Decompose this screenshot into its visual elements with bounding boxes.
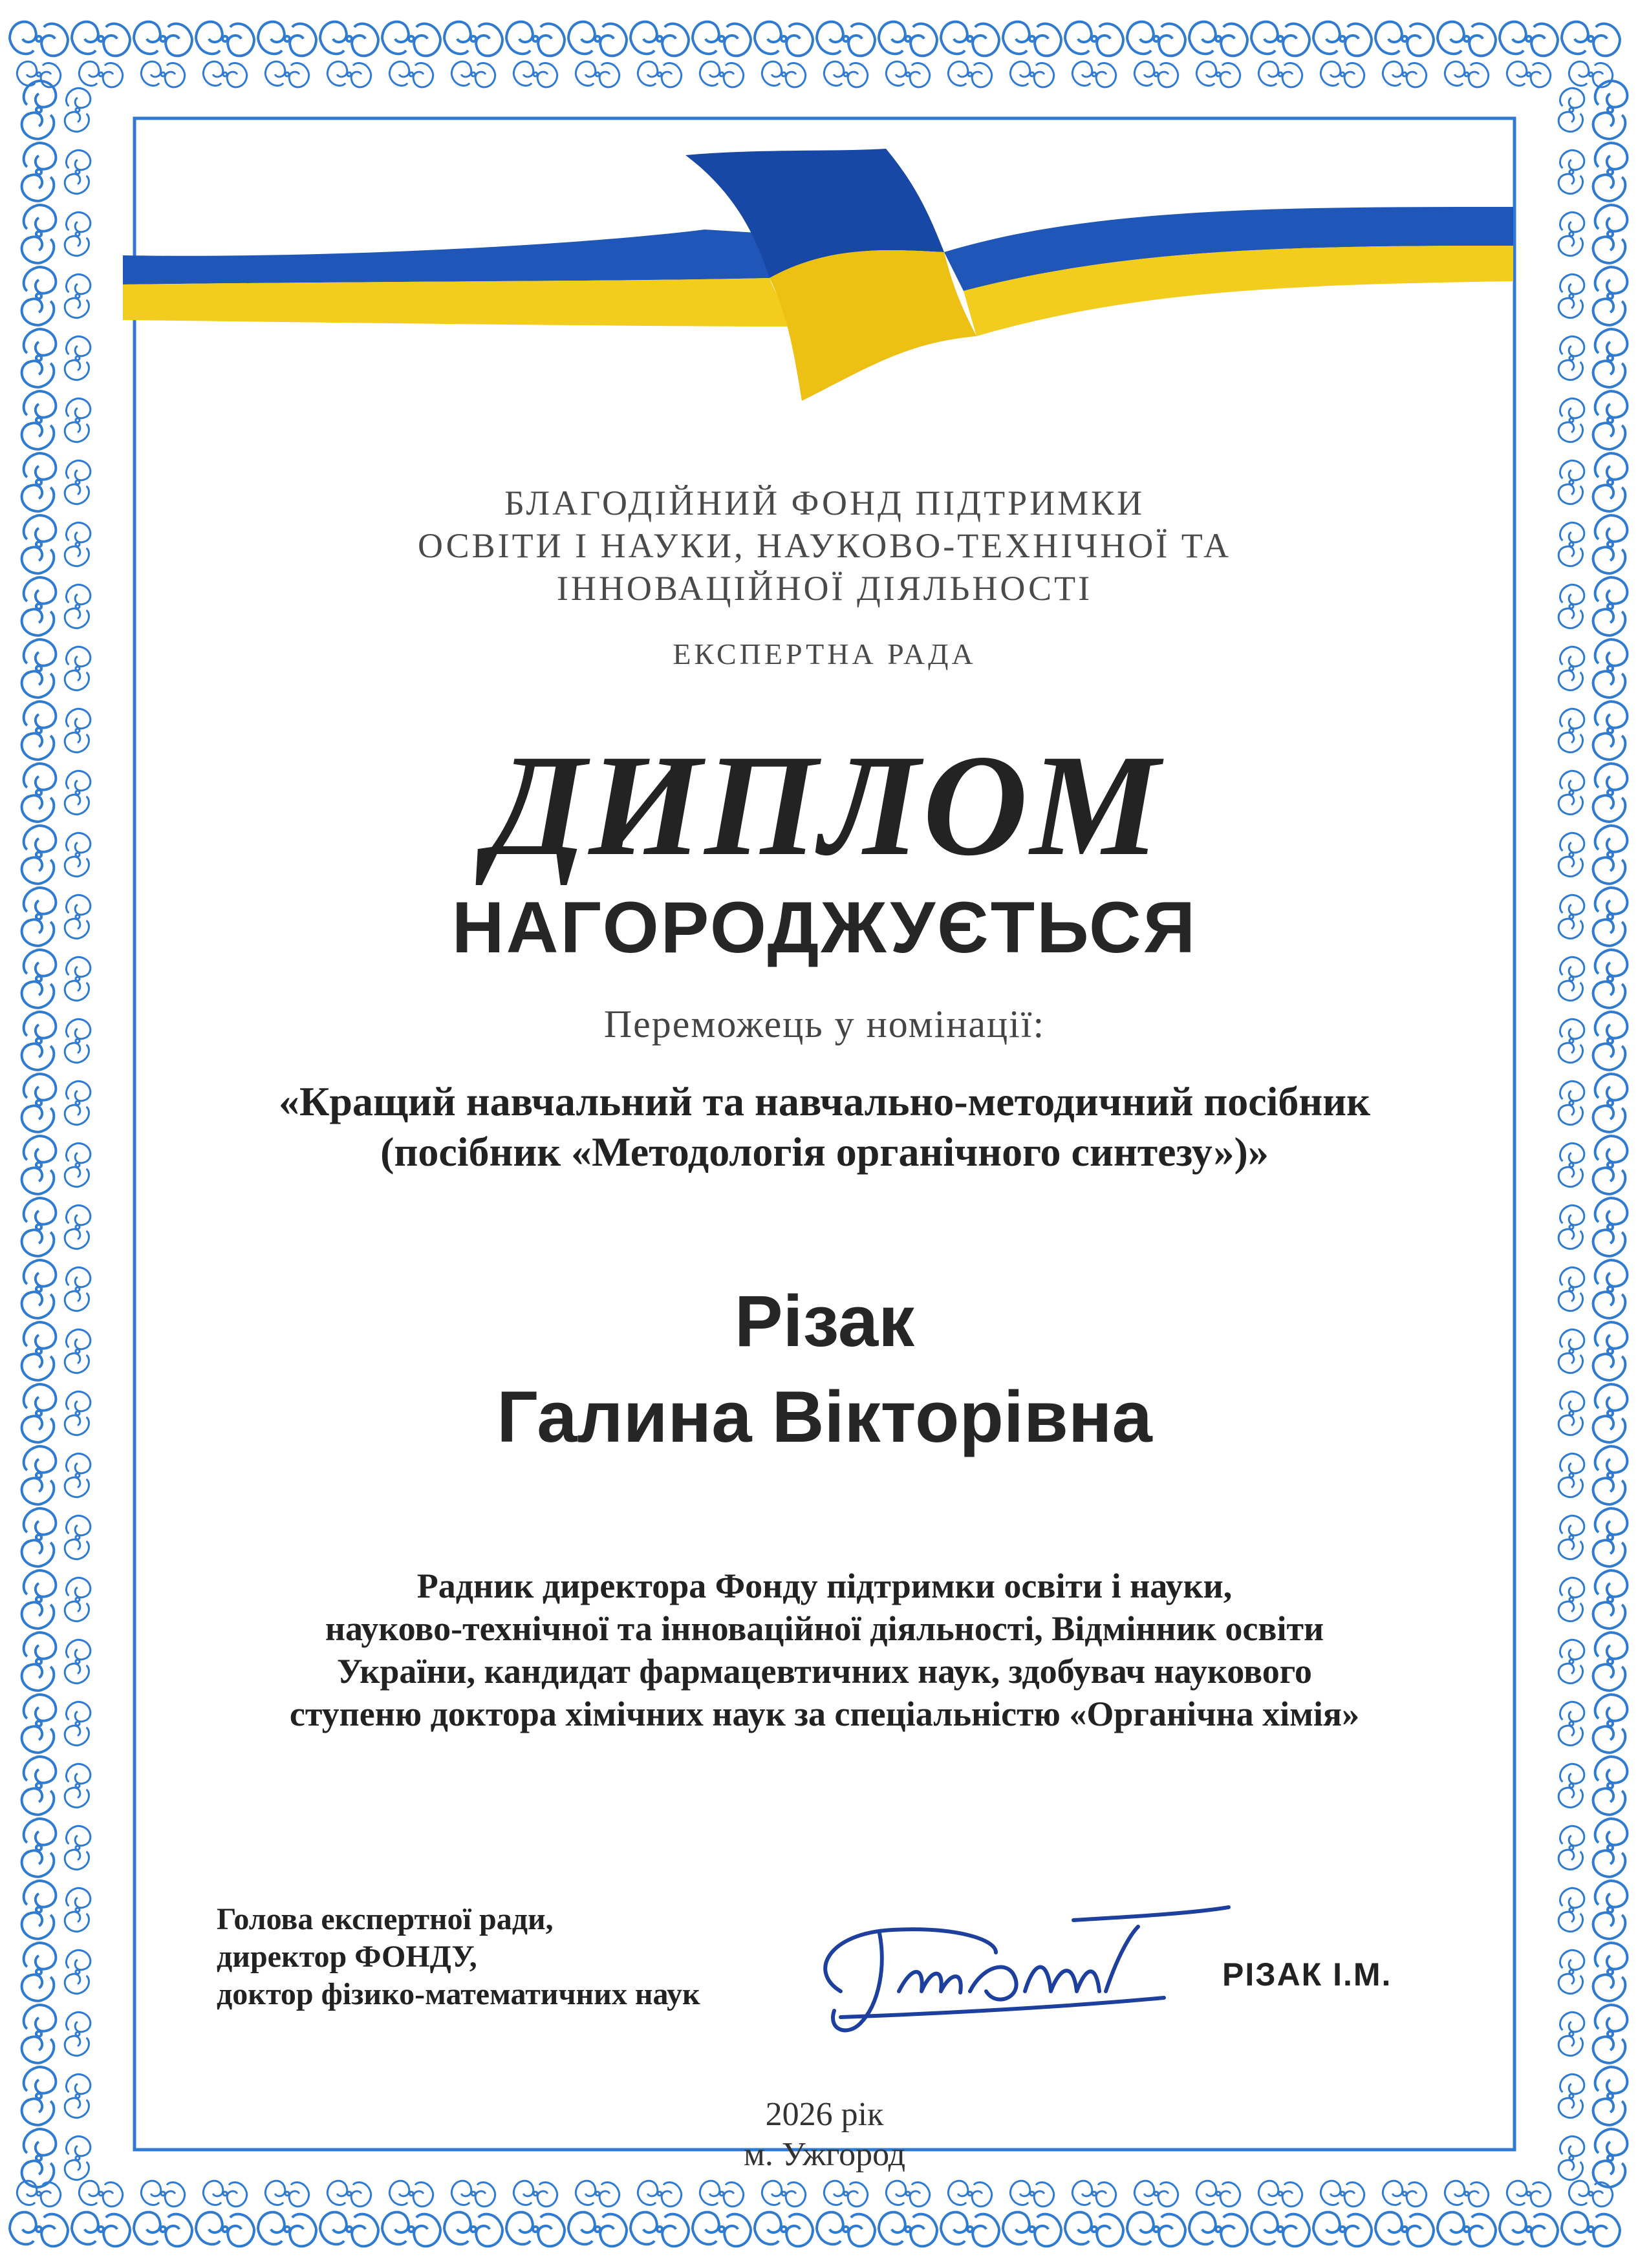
- recipient-surname: Різак: [734, 1281, 915, 1362]
- border-flourish: [1320, 61, 1364, 87]
- border-flourish: [1558, 2012, 1584, 2056]
- border-flourish: [22, 1757, 56, 1815]
- border-flourish: [700, 2181, 744, 2207]
- border-flourish: [196, 22, 254, 56]
- border-flourish: [762, 61, 806, 87]
- border-flourish: [1445, 61, 1489, 87]
- recipient-name: [0, 1274, 1649, 1465]
- border-flourish: [948, 2181, 992, 2207]
- border-flourish: [941, 2212, 999, 2247]
- border-flourish: [1593, 1943, 1628, 2001]
- border-flourish: [17, 61, 61, 87]
- border-flourish: [1569, 2181, 1613, 2207]
- border-flourish: [141, 2181, 185, 2207]
- border-flourish: [1558, 150, 1584, 194]
- border-flourish: [65, 1888, 91, 1932]
- border-flourish: [79, 2181, 123, 2207]
- border-flourish: [1558, 1515, 1584, 1559]
- border-flourish: [1558, 398, 1584, 442]
- border-flourish: [320, 2212, 378, 2247]
- border-flourish: [817, 22, 875, 56]
- border-flourish: [1507, 61, 1551, 87]
- signer-title-line: Голова експертної ради,: [217, 1902, 554, 1936]
- border-flourish: [1593, 1508, 1628, 1567]
- border-flourish: [1593, 1198, 1628, 1256]
- border-flourish: [141, 61, 185, 87]
- border-flourish: [886, 2181, 930, 2207]
- border-flourish: [879, 22, 937, 56]
- border-flourish: [1507, 2181, 1551, 2207]
- border-flourish: [1196, 61, 1240, 87]
- description-line: Радник директора Фонду підтримки освіти і науки,: [416, 1567, 1233, 1605]
- border-flourish: [1593, 205, 1628, 263]
- border-flourish: [65, 2012, 91, 2056]
- border-flourish: [568, 22, 627, 56]
- border-flourish: [824, 61, 868, 87]
- border-flourish: [1438, 22, 1496, 56]
- border-flourish: [65, 398, 91, 442]
- border-flourish: [1134, 61, 1178, 87]
- border-flourish: [1593, 143, 1628, 201]
- border-flourish: [1558, 1205, 1584, 1249]
- border-flourish: [1562, 22, 1620, 56]
- border-flourish: [134, 2212, 192, 2247]
- border-flourish: [382, 2212, 440, 2247]
- border-flourish: [630, 22, 689, 56]
- border-flourish: [638, 61, 682, 87]
- border-flourish: [22, 143, 56, 201]
- border-flourish: [700, 61, 744, 87]
- nomination-line: «Кращий навчальний та навчально-методичний посібник: [278, 1078, 1371, 1124]
- border-flourish: [879, 2212, 937, 2247]
- awarded-heading: НАГОРОДЖУЄТЬСЯ: [451, 887, 1198, 968]
- border-flourish: [1383, 61, 1427, 87]
- border-flourish: [389, 61, 433, 87]
- border-flourish: [1003, 2212, 1061, 2247]
- ukrainian-flag-ribbon: [123, 149, 1513, 420]
- border-flourish: [1196, 2181, 1240, 2207]
- border-flourish: [1558, 88, 1584, 132]
- nomination-line: (посібник «Методологія органічного синтезу»)»: [380, 1129, 1269, 1175]
- border-flourish: [1072, 61, 1116, 87]
- border-flourish: [1558, 1888, 1584, 1932]
- border-flourish: [824, 2181, 868, 2207]
- border-flourish: [327, 2181, 371, 2207]
- border-flourish: [1065, 22, 1123, 56]
- border-flourish: [948, 61, 992, 87]
- border-flourish: [1258, 61, 1302, 87]
- border-flourish: [258, 2212, 316, 2247]
- border-flourish: [1383, 2181, 1427, 2207]
- signer-title-line: директор ФОНДУ,: [217, 1940, 477, 1974]
- border-flourish: [444, 2212, 502, 2247]
- issue-place-date: [0, 2095, 1649, 2175]
- border-flourish: [1189, 2212, 1247, 2247]
- border-flourish: [22, 1881, 56, 1939]
- border-flourish: [630, 2212, 689, 2247]
- organization-name: [0, 482, 1649, 610]
- border-flourish: [1593, 1757, 1628, 1815]
- signer-name: РІЗАК І.М.: [1222, 1956, 1392, 1993]
- border-flourish: [1134, 2181, 1178, 2207]
- border-flourish: [72, 2212, 130, 2247]
- border-flourish: [1593, 267, 1628, 325]
- border-flourish: [17, 2181, 61, 2207]
- border-flourish: [568, 2212, 627, 2247]
- description-line: науково-технічної та інноваційної діяльності, Відмінник освіти: [325, 1609, 1324, 1648]
- border-flourish: [65, 1826, 91, 1870]
- description-line: ступеню доктора хімічних наук за спеціальністю «Органічна хімія»: [289, 1695, 1360, 1733]
- border-flourish: [1065, 2212, 1123, 2247]
- border-flourish: [1558, 274, 1584, 318]
- border-flourish: [258, 22, 316, 56]
- border-flourish: [65, 1764, 91, 1808]
- description-line: України, кандидат фармацевтичних наук, здобувач наукового: [337, 1652, 1312, 1691]
- border-flourish: [1313, 2212, 1372, 2247]
- border-flourish: [10, 22, 68, 56]
- border-flourish: [65, 212, 91, 256]
- border-flourish: [1127, 22, 1185, 56]
- border-flourish: [203, 2181, 247, 2207]
- border-flourish: [1500, 2212, 1558, 2247]
- border-flourish: [1072, 2181, 1116, 2207]
- border-flourish: [886, 61, 930, 87]
- border-flourish: [79, 61, 123, 87]
- border-flourish: [1003, 22, 1061, 56]
- border-flourish: [693, 2212, 751, 2247]
- border-flourish: [576, 61, 620, 87]
- border-flourish: [513, 2181, 557, 2207]
- issue-year: 2026 рік: [765, 2096, 884, 2133]
- border-flourish: [1375, 22, 1434, 56]
- signer-title-line: доктор фізико-математичних наук: [217, 1977, 700, 2011]
- border-flourish: [22, 391, 56, 449]
- organization-line: ІННОВАЦІЙНОЇ ДІЯЛЬНОСТІ: [556, 569, 1093, 608]
- winner-label: Переможець у номінації:: [603, 1003, 1046, 1045]
- border-flourish: [1010, 2181, 1054, 2207]
- border-flourish: [22, 81, 56, 139]
- border-flourish: [638, 2181, 682, 2207]
- signer-titles: [217, 1901, 700, 2013]
- border-flourish: [451, 61, 495, 87]
- border-flourish: [1593, 391, 1628, 449]
- border-flourish: [1500, 22, 1558, 56]
- ribbon-left-blue: [123, 230, 772, 284]
- council-name: ЕКСПЕРТНА РАДА: [673, 637, 976, 670]
- border-flourish: [1558, 1950, 1584, 1994]
- border-flourish: [513, 61, 557, 87]
- border-flourish: [1010, 61, 1054, 87]
- border-flourish: [265, 61, 309, 87]
- border-flourish: [203, 61, 247, 87]
- border-flourish: [196, 2212, 254, 2247]
- border-flourish: [1558, 1826, 1584, 1870]
- border-flourish: [65, 150, 91, 194]
- border-flourish: [1558, 1764, 1584, 1808]
- border-flourish: [22, 1819, 56, 1877]
- border-flourish: [693, 22, 751, 56]
- handwritten-signature: [802, 1894, 1242, 2049]
- border-flourish: [576, 2181, 620, 2207]
- border-flourish: [1593, 1881, 1628, 1939]
- border-flourish: [22, 329, 56, 387]
- ribbon-fold-yellow: [770, 250, 976, 401]
- border-flourish: [506, 22, 565, 56]
- nomination-text: [0, 1076, 1649, 1177]
- border-flourish: [755, 22, 813, 56]
- border-flourish: [22, 1943, 56, 2001]
- border-flourish: [22, 205, 56, 263]
- ribbon-left-yellow: [123, 278, 795, 326]
- border-flourish: [1258, 2181, 1302, 2207]
- border-flourish: [22, 1508, 56, 1567]
- border-flourish: [1438, 2212, 1496, 2247]
- border-flourish: [22, 2005, 56, 2063]
- border-flourish: [1562, 2212, 1620, 2247]
- border-flourish: [320, 22, 378, 56]
- issue-city: м. Ужгород: [743, 2136, 906, 2173]
- border-flourish: [1445, 2181, 1489, 2207]
- border-flourish: [22, 1198, 56, 1256]
- border-flourish: [1251, 22, 1310, 56]
- border-flourish: [65, 1515, 91, 1559]
- recipient-given-names: Галина Вікторівна: [497, 1376, 1152, 1457]
- border-flourish: [382, 22, 440, 56]
- diploma-title: ДИПЛОМ: [486, 724, 1163, 886]
- border-flourish: [451, 2181, 495, 2207]
- border-flourish: [1593, 2005, 1628, 2063]
- border-flourish: [762, 2181, 806, 2207]
- border-flourish: [1558, 212, 1584, 256]
- border-flourish: [1313, 22, 1372, 56]
- border-flourish: [1375, 2212, 1434, 2247]
- border-flourish: [72, 22, 130, 56]
- border-flourish: [1593, 81, 1628, 139]
- border-flourish: [1251, 2212, 1310, 2247]
- border-flourish: [389, 2181, 433, 2207]
- border-flourish: [506, 2212, 565, 2247]
- border-flourish: [1189, 22, 1247, 56]
- recipient-description: [0, 1565, 1649, 1735]
- border-flourish: [1320, 2181, 1364, 2207]
- border-flourish: [65, 274, 91, 318]
- border-flourish: [22, 267, 56, 325]
- border-flourish: [1593, 329, 1628, 387]
- border-flourish: [1127, 2212, 1185, 2247]
- border-flourish: [65, 1205, 91, 1249]
- border-flourish: [444, 22, 502, 56]
- border-flourish: [1593, 1819, 1628, 1877]
- border-flourish: [817, 2212, 875, 2247]
- border-flourish: [134, 22, 192, 56]
- border-flourish: [65, 336, 91, 380]
- border-flourish: [10, 2212, 68, 2247]
- border-flourish: [65, 88, 91, 132]
- organization-line: ОСВІТИ І НАУКИ, НАУКОВО-ТЕХНІЧНОЇ ТА: [417, 526, 1232, 565]
- border-flourish: [327, 61, 371, 87]
- border-flourish: [1558, 336, 1584, 380]
- border-flourish: [755, 2212, 813, 2247]
- organization-line: БЛАГОДІЙНИЙ ФОНД ПІДТРИМКИ: [504, 484, 1145, 522]
- border-flourish: [65, 1950, 91, 1994]
- border-flourish: [941, 22, 999, 56]
- border-flourish: [265, 2181, 309, 2207]
